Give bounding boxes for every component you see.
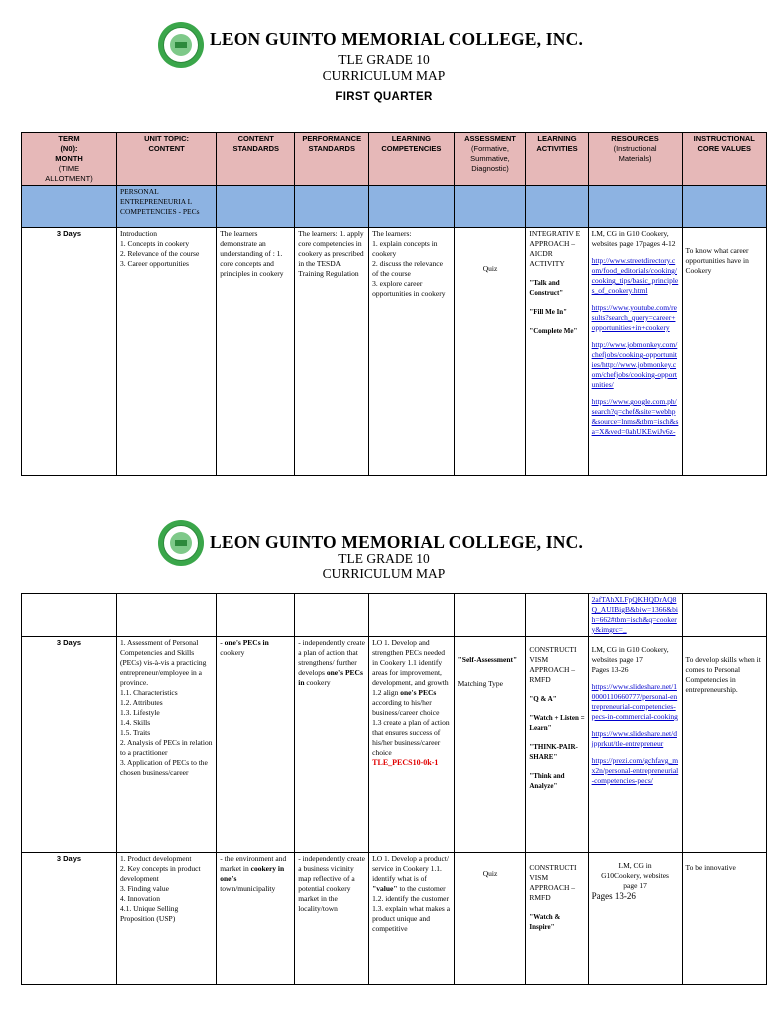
col-learning-activities: LEARNING ACTIVITIES [526,133,588,186]
table-row [22,637,767,853]
resources-cell: LM, CG in G10Cookery, websites page 17 Pages 13-26 [588,853,682,985]
resource-link[interactable]: https://www.slideshare.net/djpprkut/tle-entrepreneur [591,729,677,748]
table-row [22,853,767,985]
col-core-values: INSTRUCTIONAL CORE VALUES [682,133,766,186]
section-unit: PERSONAL ENTREPRENEURIA L COMPETENCIES - PECs [116,186,216,228]
assessment-cell: Quiz [454,228,526,476]
curriculum-table-page2 [21,593,767,985]
col-performance-standards: PERFORMANCE STANDARDS [295,133,369,186]
content-standards-cell: The learners demonstrate an understanding of : 1. core concepts and principles in cookery [217,228,295,476]
resource-link[interactable]: https://www.google.com.ph/search?q=chef&site=webhp&source=lnms&tbm=isch&sa=X&ved=0ahUKEwiJv6z- [591,397,679,436]
table-header-row [22,133,767,186]
competency-code: TLE_PECS10-0k-1 [372,758,439,767]
resource-link[interactable]: http://www.jobmonkey.com/chefjobs/cooking-opportunities/http://www.jobmonkey.com/chefjobs/cooking-opportunities/ [591,340,678,389]
performance-standards-cell: - independently create a plan of action that strengthens/ further develops one's PECs in cookery [295,637,369,853]
unit-cell: 1. Assessment of Personal Competencies and Skills (PECs) vis-à-vis a practicing entrepreneur/employee in a province. 1.1. Characteristics 1.2. Attributes 1.3. Lifestyle 1.4. Skills 1.5. Traits 2. Analysis of PECs in relation to a practitioner 3. Application of PECs to the chosen business/career [116,637,216,853]
performance-standards-cell: The learners: 1. apply core competencies in cookery as prescribed in the TESDA Training Regulation [295,228,369,476]
col-learning-competencies: LEARNING COMPETENCIES [369,133,454,186]
learning-competencies-cell: LO 1. Develop a product/ service in Cookery 1.1. identify what is of "value" to the customer 1.2. identify the customer 1.3. explain what makes a product unique and competitive [369,853,454,985]
curriculum-table-page1 [21,132,767,476]
continuation-row [22,594,767,637]
activities-cell: INTEGRATIV E APPROACH – AICDR ACTIVITY "Talk and Construct" "Fill Me In" "Complete Me" [526,228,588,476]
resource-link[interactable]: 2afTAhXLFpQKHQDrAQ8Q_AUIBigB&biw=1366&bih=662#tbm=isch&q=cookery&imgrc=_ [591,595,678,634]
core-values-cell: To know what career opportunities have in Cookery [682,228,766,476]
grade-title: TLE GRADE 10 [338,551,430,566]
resource-link[interactable]: https://www.youtube.com/results?search_query=career+opportunities+in+cookery [591,303,677,332]
col-unit: UNIT TOPIC: CONTENT [116,133,216,186]
col-assessment: ASSESSMENT (Formative, Summative, Diagnostic) [454,133,526,186]
content-standards-cell: - one's PECs in cookery [217,637,295,853]
unit-cell: 1. Product development 2. Key concepts in product development 3. Finding value 4. Innovation 4.1. Unique Selling Proposition (USP) [116,853,216,985]
quarter-title: FIRST QUARTER [335,91,433,103]
activities-cell: CONSTRUCTI VISM APPROACH – RMFD "Watch & Inspire" [526,853,588,985]
activities-cell: CONSTRUCTI VISM APPROACH – RMFD "Q & A" "Watch + Listen = Learn" "THINK-PAIR-SHARE" "Think and Analyze" [526,637,588,853]
core-values-cell: To develop skills when it comes to Personal Competencies in entrepreneurship. [682,637,766,853]
learning-competencies-cell: The learners: 1. explain concepts in cookery 2. discuss the relevance of the course 3. explore career opportunities in cookery [369,228,454,476]
map-title: CURRICULUM MAP [322,68,446,83]
resources-cell [588,594,682,637]
resources-cell: LM, CG in G10 Cookery, websites page 17 Pages 13-26 https://www.slideshare.net/10000110660777/personal-entrepreneurial-competencies-pecs-in-commercial-cooking https://www.slideshare.net/djpprkut/tle-entrepreneur https://prezi.com/gchfavg_mx2n/personal-entrepreneurial-competencies-pecs/ [588,637,682,853]
grade-title: TLE GRADE 10 [338,52,430,67]
assessment-cell: Quiz [454,853,526,985]
map-title: CURRICULUM MAP [322,566,446,581]
term-cell: 3 Days [22,637,117,853]
college-name: LEON GUINTO MEMORIAL COLLEGE, INC. [210,29,584,49]
content-standards-cell: - the environment and market in cookery in one's town/municipality [217,853,295,985]
resource-link[interactable]: https://www.slideshare.net/10000110660777/personal-entrepreneurial-competencies-pecs-in-commercial-cooking [591,682,678,721]
learning-competencies-cell: LO 1. Develop and strengthen PECs needed in Cookery 1.1 identify areas for improvement, development, and growth 1.2 align one's PECs according to his/her business/career choice 1.3 create a plan of action that ensures success of his/her business/career choice TLE_PECS10-0k-1 [369,637,454,853]
table-row [22,228,767,476]
core-values-cell: To be innovative [682,853,766,985]
resources-cell: LM, CG in G10 Cookery, websites page 17pages 4-12 http://www.streetdirectory.com/food_editorials/cooking/cooking_tips/basic_principles_of_cookery.html https://www.youtube.com/results?search_query=career+opportunities+in+cookery http://www.jobmonkey.com/chefjobs/cooking-opportunities/http://www.jobmonkey.com/chefjobs/cooking-opportunities/ https://www.google.com.ph/search?q=chef&site=webhp&source=lnms&tbm=isch&sa=X&ved=0ahUKEwiJv6z- [588,228,682,476]
col-content-standards: CONTENT STANDARDS [217,133,295,186]
college-name: LEON GUINTO MEMORIAL COLLEGE, INC. [210,532,584,552]
performance-standards-cell: - independently create a business vicinity map reflective of a potential cookery market in the locality/town [295,853,369,985]
assessment-cell: "Self-Assessment" Matching Type [454,637,526,853]
col-resources: RESOURCES (Instructional Materials) [588,133,682,186]
resource-link[interactable]: https://prezi.com/gchfavg_mx2n/personal-entrepreneurial-competencies-pecs/ [591,756,679,785]
term-cell: 3 Days [22,853,117,985]
section-row [22,186,767,228]
unit-cell: Introduction 1. Concepts in cookery 2. Relevance of the course 3. Career opportunities [116,228,216,476]
resource-link[interactable]: http://www.streetdirectory.com/food_editorials/cooking/cooking_tips/basic_principles_of_cookery.html [591,256,679,295]
col-term: TERM (N0): MONTH (TIME ALLOTMENT) [22,133,117,186]
term-cell: 3 Days [22,228,117,476]
